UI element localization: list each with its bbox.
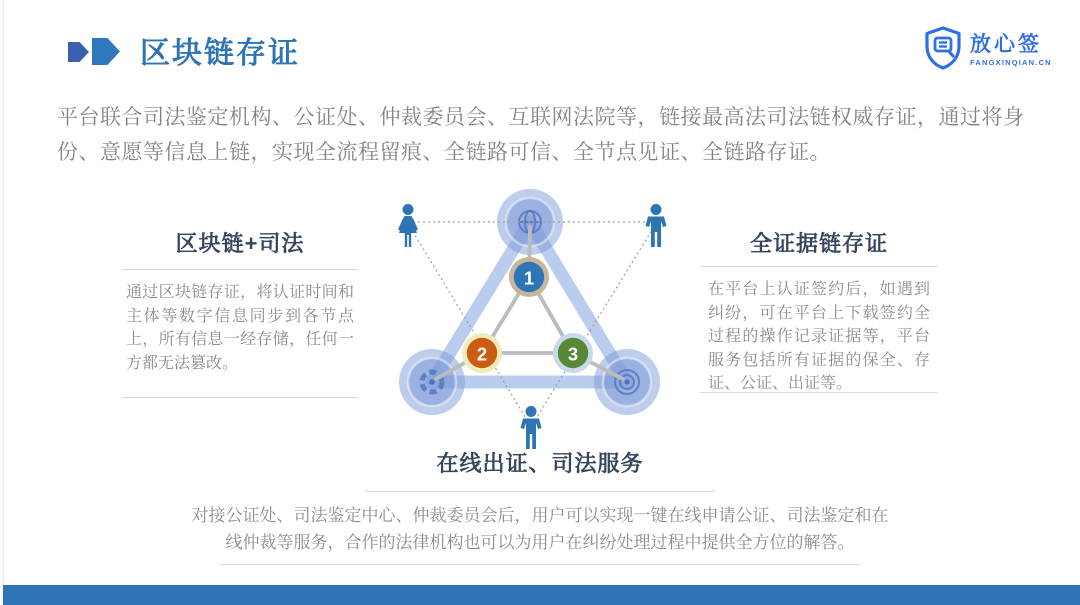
page-title: 区块链存证: [140, 37, 300, 70]
panel-online-judicial-services: [0, 449, 1080, 565]
bottom-accent-bar: [3, 585, 1080, 605]
panel-right-body: 在平台上认证签约后，如遇到纠纷，可在平台上下载签约全过程的操作记录证据等，平台服务包括所有证据的保全、存证、公证、出证等。: [708, 281, 930, 392]
step-node-3-label: 3: [567, 343, 579, 365]
panel-blockchain-justice: [122, 228, 358, 403]
step-node-2-label: 2: [476, 343, 488, 365]
target-rings-icon: [594, 349, 660, 415]
panel-bottom-body: 对接公证处、司法鉴定中心、仲裁委员会后，用户可以实现一键在线申请公证、司法鉴定和在线仲裁等服务，合作的法律机构也可以为用户在纠纷处理过程中提供全方位的解答。: [191, 506, 889, 552]
title-arrow-icon: [68, 42, 89, 62]
shield-document-icon: [923, 26, 963, 75]
brand-logo-text: [970, 34, 1052, 67]
blockchain-triangle-diagram: [370, 183, 690, 453]
divider: [700, 266, 938, 267]
intro-paragraph: 平台联合司法鉴定机构、公证处、仲裁委员会、互联网法院等，链接最高法司法链权威存证，通过将身份、意愿等信息上链，实现全流程留痕、全链路可信、全节点见证、全链路存证。: [57, 106, 1025, 164]
step-node-1: [509, 257, 549, 297]
female-user-icon: [399, 204, 417, 247]
divider: [700, 392, 938, 393]
divider: [122, 397, 358, 398]
panel-right-heading: 全证据链存证: [749, 231, 888, 256]
divider: [122, 269, 358, 270]
brand-domain: FANGXINQIAN.CN: [970, 58, 1052, 68]
panel-left-heading: 区块链+司法: [175, 231, 305, 256]
divider: [220, 564, 860, 565]
male-user-icon: [521, 406, 542, 449]
brand-logo: [923, 26, 1052, 75]
panel-left-body: 通过区块链存证，将认证时间和主体等数字信息同步到各节点上，所有信息一经存储，任何一方都无法篡改。: [126, 284, 354, 372]
step-node-3: [553, 333, 593, 373]
panel-full-evidence-chain: [700, 228, 938, 403]
brand-name: 放心签: [970, 33, 1042, 57]
divider: [365, 491, 715, 492]
male-user-icon: [646, 204, 667, 247]
step-node-1-label: 1: [523, 267, 535, 289]
title-arrow-icon: [92, 38, 120, 65]
segmented-wheel-icon: [399, 349, 465, 415]
step-node-2: [462, 333, 502, 373]
panel-bottom-heading: 在线出证、司法服务: [436, 451, 644, 476]
